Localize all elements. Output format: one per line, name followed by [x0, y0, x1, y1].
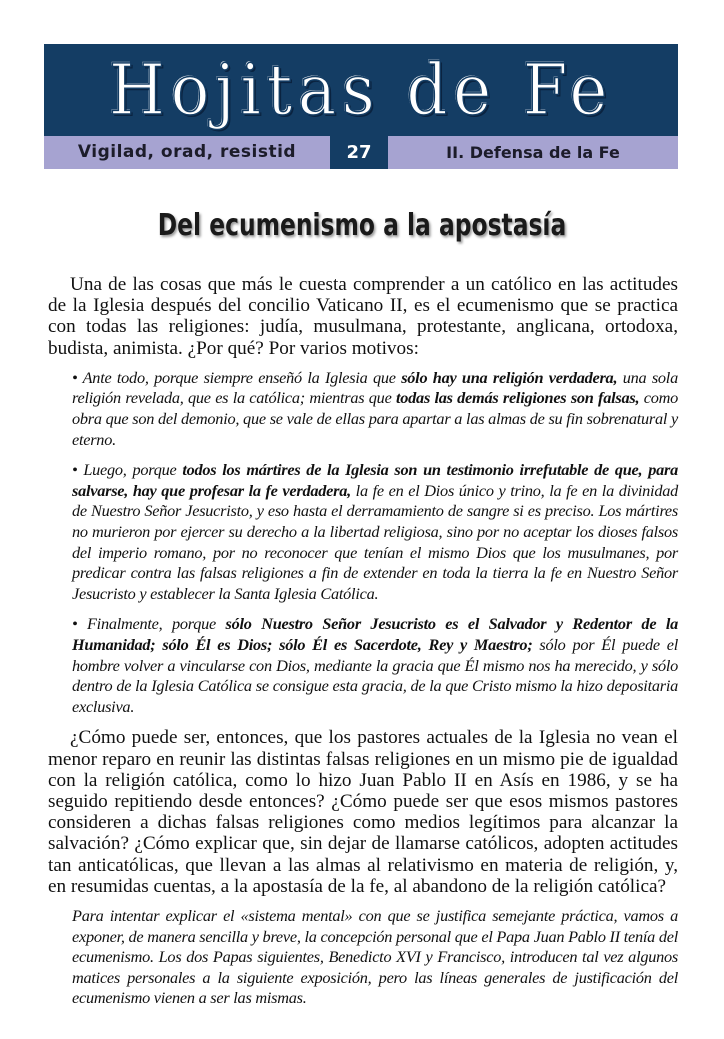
bold-text: sólo Nuestro Señor Jesucristo es el Salvador y Redentor de la Humanidad; sólo Él es Dios; sólo Él es Sacerdote, Rey y Maestro;: [72, 614, 678, 654]
article-title: Del ecumenismo a la apostasía: [157, 208, 567, 243]
text: • Ante todo, porque siempre enseñó la Iglesia que: [72, 367, 402, 387]
issue-number: 27: [330, 136, 388, 169]
text: sólo por Él puede el hombre volver a vincularse con Dios, mediante la gracia que Él mismo nos ha merecido, y sólo dentro de la Iglesia Católica se consigue esta gracia, de la que Cristo mismo la hizo depositaria exclusiva.: [72, 634, 678, 716]
text: Una de las cosas que más le cuesta comprender a un católico en las actitudes de la Iglesia después del concilio Vaticano II, es el ecumenismo que se practica con todas las religiones: judía, musulmana, protestante, anglicana, ortodoxa, budista, animista. ¿Por qué? Por varios motivos:: [48, 274, 678, 359]
bold-text: sólo hay una religión verdadera,: [401, 367, 618, 387]
text: • Finalmente, porque: [72, 614, 226, 634]
paragraph: [48, 727, 678, 897]
article-body: [48, 0, 678, 1039]
italic-paragraph: [72, 614, 678, 717]
publication-title: Hojitas de Fe: [108, 49, 614, 131]
text: la fe en el Dios único y trino, la fe en la divinidad de Nuestro Señor Jesucristo, y eso hasta el derramamiento de sangre si es preciso. Los mártires no murieron por ejercer su derecho a la libertad religiosa, sino por no aceptar los dioses falsos del imperio romano, por no reconocer que tenían el mismo Dios que los musulmanes, por predicar contra las falsas religiones a fin de extender en toda la tierra la fe en Nuestro Señor Jesucristo y establecer la Santa Iglesia Católica.: [72, 480, 678, 603]
text: una sola religión revelada, que es la católica; mientras que: [72, 367, 678, 408]
motto: Vigilad, orad, resistid: [77, 142, 297, 162]
bold-text: todas las demás religiones son falsas,: [396, 388, 640, 408]
bold-text: todos los mártires de la Iglesia son un testimonio irrefutable de que, para salvarse, hay que profesar la fe verdadera,: [72, 460, 678, 500]
text: Para intentar explicar el «sistema mental» con que se justifica semejante práctica, vamos a exponer, de manera sencilla y breve, la concepción personal que el Papa Juan Pablo II tenía del ecumenismo. Los dos Papas siguientes, Benedicto XVI y Francisco, introducen tal vez algunos matices personales a la siguiente exposición, pero las líneas generales de justificación del ecumenismo vienen a ser las mismas.: [72, 905, 678, 1008]
text: ¿Cómo puede ser, entonces, que los pastores actuales de la Iglesia no vean el menor reparo en reunir las distintas falsas religiones en un mismo pie de igualdad con la religión católica, como lo hizo Juan Pablo II en Asís en 1986, y se ha seguido repitiendo desde entonces? ¿Cómo puede ser que esos mismos pastores consideren a dichas falsas religiones como medios legítimos para alcanzar la salvación? ¿Cómo explicar que, sin dejar de llamarse católicos, adopten actitudes tan anticatólicas, que llevan a las almas al relativismo en materia de religión, y, en resumidas cuentas, a la apostasía de la fe, al abandono de la religión católica?: [48, 727, 678, 897]
italic-paragraph: [72, 460, 678, 604]
paragraph: [48, 274, 678, 359]
text: como obra que son del demonio, que se vale de ellas para apartar a las almas de su fin sobrenatural y eterno.: [72, 388, 678, 449]
text: • Luego, porque: [72, 460, 183, 480]
italic-paragraph: [72, 906, 678, 1009]
section-name: II. Defensa de la Fe: [446, 143, 620, 162]
italic-paragraph: [72, 368, 678, 450]
